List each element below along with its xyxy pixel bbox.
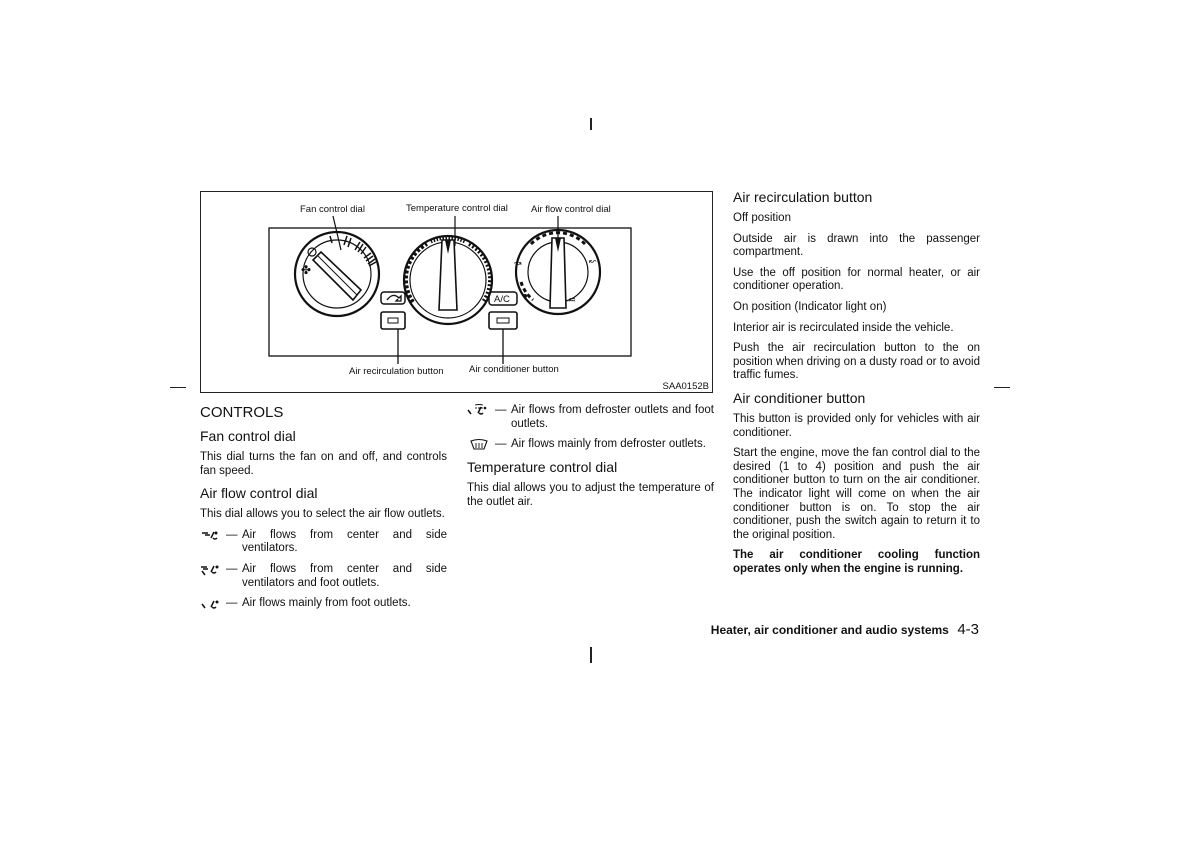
ac-button-symbol: A/C [494, 294, 510, 305]
temperature-dial-title: Temperature control dial [467, 459, 618, 476]
ac-title: Air conditioner button [733, 389, 866, 406]
airflow-dial-drawing [513, 230, 600, 314]
airflow-dial-label: Air flow control dial [531, 204, 611, 215]
crop-mark-top [590, 118, 592, 130]
crop-mark-right [994, 387, 1010, 388]
face-vent-icon [200, 529, 226, 543]
bi-level-icon [200, 563, 226, 577]
crop-mark-bottom [590, 647, 592, 663]
airflow-item-dash: — [226, 528, 238, 541]
temperature-dial-text: This dial allows you to adjust the temperature of the outlet air. [467, 482, 714, 508]
recirc-title: Air recirculation button [733, 189, 873, 205]
defrost-foot-icon [467, 404, 495, 418]
airflow-item-defrost [467, 438, 714, 452]
page-number: 4-3 [957, 621, 979, 638]
airflow-item-text: Air flows from center and side ventilators. [242, 528, 447, 555]
ac-text-2: Start the engine, move the fan control dial to the desired (1 to 4) position and push the air conditioner button to turn on the air conditioner. The indicator light will come on when the air conditioner button is on. To stop the air conditioner, push the switch again to return it to the original position. [733, 447, 980, 541]
off-position-use: Use the off position for normal heater, or air conditioner operation. [733, 266, 980, 293]
airflow-item-face [200, 529, 447, 556]
crop-mark-left [170, 387, 186, 388]
svg-text:✤: ✤ [301, 263, 312, 277]
temperature-dial-drawing [404, 236, 492, 324]
on-position-label: On position (Indicator light on) [733, 300, 887, 313]
fan-dial-label: Fan control dial [300, 204, 365, 215]
right-column [733, 189, 980, 583]
airflow-item-bilevel [200, 563, 447, 590]
defrost-icon [467, 438, 495, 452]
airflow-item-dash: — [226, 562, 238, 575]
foot-icon [200, 597, 226, 611]
airflow-item-text: Air flows mainly from defroster outlets. [511, 438, 706, 451]
recirc-button-label: Air recirculation button [349, 366, 444, 377]
ac-text-1: This button is provided only for vehicles with air conditioner. [733, 412, 980, 439]
airflow-item-text: Air flows mainly from foot outlets. [242, 597, 411, 610]
airflow-item-defrost-foot [467, 404, 714, 431]
fan-dial-title: Fan control dial [200, 428, 296, 444]
controls-heading: CONTROLS [200, 404, 284, 421]
airflow-item-dash: — [226, 597, 238, 610]
airflow-dial-text: This dial allows you to select the air flow outlets. [200, 508, 445, 521]
on-position-text: Interior air is recirculated inside the vehicle. [733, 321, 954, 334]
section-title: Heater, air conditioner and audio systems [710, 623, 949, 637]
off-position-text: Outside air is drawn into the passenger compartment. [733, 232, 980, 259]
temperature-dial-label: Temperature control dial [406, 203, 508, 214]
svg-text:↜: ↜ [589, 257, 597, 267]
recirc-button-drawing [381, 292, 405, 364]
off-position-label: Off position [733, 212, 791, 224]
figure-code: SAA0152B [662, 381, 709, 392]
airflow-item-dash: — [495, 404, 507, 416]
airflow-item-text: Air flows from defroster outlets and foot outlets. [511, 404, 714, 430]
ac-button-label: Air conditioner button [469, 364, 559, 375]
airflow-item-text: Air flows from center and side ventilators and foot outlets. [242, 562, 447, 589]
fan-dial-drawing [295, 232, 379, 316]
middle-column [467, 404, 714, 516]
airflow-item-dash: — [495, 438, 507, 451]
svg-text:♒: ♒ [568, 296, 577, 306]
page-footer [711, 621, 979, 639]
control-panel-illustration [201, 192, 712, 392]
airflow-item-foot [200, 597, 447, 611]
left-column [200, 396, 447, 618]
airflow-dial-title: Air flow control dial [200, 485, 318, 502]
ac-warning: The air conditioner cooling function operates only when the engine is running. [733, 549, 980, 575]
svg-text:↝: ↝ [514, 259, 522, 269]
control-panel-figure [200, 191, 713, 393]
fan-dial-text: This dial turns the fan on and off, and controls fan speed. [200, 451, 447, 477]
recirc-push-text: Push the air recirculation button to the on position when driving on a dusty road or to avoid traffic fumes. [733, 342, 980, 382]
